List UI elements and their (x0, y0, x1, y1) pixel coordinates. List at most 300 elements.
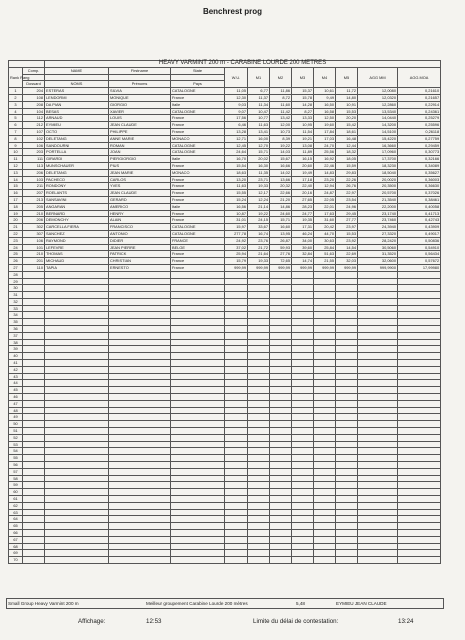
cell-rank: 19 (9, 210, 23, 217)
empty-cell (23, 516, 45, 523)
empty-cell (171, 278, 225, 285)
empty-cell (45, 475, 109, 482)
empty-cell (270, 319, 292, 326)
cell-m1: 11,34 (248, 101, 270, 108)
empty-cell (292, 523, 314, 530)
empty-cell (270, 292, 292, 299)
empty-cell (23, 468, 45, 475)
empty-cell (23, 421, 45, 428)
empty-row (9, 346, 441, 353)
empty-cell (225, 428, 248, 435)
empty-cell (23, 529, 45, 536)
empty-cell (23, 414, 45, 421)
cell-mm: 27,3320 (358, 230, 398, 237)
empty-cell (23, 326, 45, 333)
cell-rank: 1 (9, 88, 23, 95)
cell-wu: 277,78 (225, 230, 248, 237)
empty-cell (292, 509, 314, 516)
results-body (9, 88, 441, 564)
empty-cell (292, 502, 314, 509)
empty-cell (171, 285, 225, 292)
empty-row (9, 360, 441, 367)
empty-cell (358, 421, 398, 428)
cell-m4: 16,58 (314, 108, 336, 115)
empty-cell (270, 373, 292, 380)
empty-cell (314, 305, 336, 312)
table-row (9, 115, 441, 122)
cell-mm: 14,3200 (358, 122, 398, 129)
cell-rank: 9 (9, 142, 23, 149)
cell-state: Italie (171, 156, 225, 163)
empty-cell (314, 482, 336, 489)
empty-cell (248, 523, 270, 530)
empty-cell (358, 305, 398, 312)
empty-row (9, 502, 441, 509)
empty-cell (336, 346, 358, 353)
limite-label: Limite du délai de contestation: (253, 618, 339, 625)
empty-cell (358, 462, 398, 469)
cell-rank: 50 (9, 421, 23, 428)
cell-m5: 11,72 (336, 88, 358, 95)
empty-cell (248, 421, 270, 428)
cell-moa: 0,32166 (398, 156, 441, 163)
empty-cell (292, 489, 314, 496)
empty-cell (314, 366, 336, 373)
cell-rank: 49 (9, 414, 23, 421)
empty-cell (171, 475, 225, 482)
cell-mm: 30,5060 (358, 244, 398, 251)
cell-name: DELETANG (45, 135, 109, 142)
cell-state: France (171, 264, 225, 271)
cell-mm: 17,3700 (358, 156, 398, 163)
empty-cell (314, 271, 336, 278)
cell-wu: 15,79 (225, 258, 248, 265)
document-title: Benchrest prog (202, 7, 263, 16)
cell-rank: 57 (9, 468, 23, 475)
empty-cell (109, 434, 171, 441)
empty-cell (23, 407, 45, 414)
empty-cell (398, 312, 441, 319)
empty-cell (398, 428, 441, 435)
empty-cell (225, 387, 248, 394)
empty-cell (225, 326, 248, 333)
empty-cell (270, 360, 292, 367)
empty-cell (109, 428, 171, 435)
cell-m5: 10,91 (336, 101, 358, 108)
cell-first: CARLOS (109, 176, 171, 183)
m1-header: M1 (248, 67, 270, 87)
empty-cell (314, 407, 336, 414)
empty-row (9, 326, 441, 333)
cell-m2: 59,93 (270, 244, 292, 251)
empty-cell (292, 468, 314, 475)
cell-wu: 9,03 (225, 101, 248, 108)
empty-cell (270, 550, 292, 557)
cell-comp: 111 (23, 156, 45, 163)
table-row (9, 162, 441, 169)
empty-cell (398, 475, 441, 482)
empty-cell (398, 441, 441, 448)
empty-cell (292, 319, 314, 326)
cell-first: DIDIER (109, 237, 171, 244)
empty-row (9, 285, 441, 292)
cell-m2: 24,60 (270, 210, 292, 217)
empty-cell (358, 278, 398, 285)
cell-m2: 13,42 (270, 115, 292, 122)
empty-cell (314, 326, 336, 333)
cell-rank: 12 (9, 162, 23, 169)
cell-rank: 23 (9, 237, 23, 244)
empty-cell (248, 529, 270, 536)
empty-cell (270, 557, 292, 564)
empty-cell (248, 292, 270, 299)
empty-cell (225, 414, 248, 421)
empty-cell (23, 278, 45, 285)
empty-cell (23, 536, 45, 543)
cell-comp: 206 (23, 217, 45, 224)
cell-wu: 12,45 (225, 142, 248, 149)
cell-rank: 37 (9, 332, 23, 339)
empty-cell (45, 523, 109, 530)
cell-m4: 25,84 (314, 244, 336, 251)
empty-cell (45, 421, 109, 428)
cell-comp: 108 (23, 94, 45, 101)
cell-m2: 22,66 (270, 190, 292, 197)
cell-rank: 42 (9, 366, 23, 373)
cell-m2: 15,67 (270, 156, 292, 163)
cell-first: FRANCISCO (109, 224, 171, 231)
cell-m5: 32,03 (336, 258, 358, 265)
cell-rank: 14 (9, 176, 23, 183)
empty-cell (336, 400, 358, 407)
cell-m5: 14,54 (336, 244, 358, 251)
empty-cell (358, 557, 398, 564)
cell-m3: 15,37 (292, 88, 314, 95)
empty-cell (314, 550, 336, 557)
empty-row (9, 380, 441, 387)
cell-mm: 23,7460 (358, 217, 398, 224)
empty-cell (171, 319, 225, 326)
agg-moa-header: AGG.MOA (398, 67, 441, 87)
empty-cell (171, 407, 225, 414)
empty-cell (336, 360, 358, 367)
cell-comp: 107 (23, 128, 45, 135)
cell-m5: 15,53 (336, 230, 358, 237)
cell-name: LENDORMI (45, 94, 109, 101)
cell-m2: 11,60 (270, 101, 292, 108)
empty-cell (23, 332, 45, 339)
empty-cell (398, 339, 441, 346)
cell-rank: 55 (9, 455, 23, 462)
empty-cell (358, 448, 398, 455)
cell-m1: 13,41 (248, 128, 270, 135)
empty-row (9, 421, 441, 428)
cell-m2: 14,86 (270, 203, 292, 210)
empty-cell (225, 516, 248, 523)
cell-state: Italie (171, 101, 225, 108)
empty-cell (225, 475, 248, 482)
empty-cell (270, 346, 292, 353)
empty-row (9, 516, 441, 523)
empty-cell (45, 496, 109, 503)
cell-m5: 18,05 (336, 156, 358, 163)
cell-wu: 24,64 (225, 149, 248, 156)
cell-state: CATALOGNE (171, 224, 225, 231)
cell-comp: 207 (23, 190, 45, 197)
empty-cell (109, 400, 171, 407)
cell-m5: 18,32 (336, 149, 358, 156)
cell-state: France (171, 122, 225, 129)
empty-cell (23, 373, 45, 380)
empty-cell (336, 305, 358, 312)
empty-cell (270, 400, 292, 407)
empty-cell (292, 482, 314, 489)
empty-cell (225, 536, 248, 543)
empty-cell (358, 346, 398, 353)
empty-cell (270, 428, 292, 435)
cell-state: FRANCE (171, 237, 225, 244)
empty-cell (358, 380, 398, 387)
empty-cell (109, 353, 171, 360)
empty-cell (45, 366, 109, 373)
cell-first: XAVIER (109, 108, 171, 115)
empty-cell (171, 523, 225, 530)
cell-comp: 213 (23, 196, 45, 203)
cell-mm: 22,2000 (358, 203, 398, 210)
table-row (9, 190, 441, 197)
cell-rank: 25 (9, 251, 23, 258)
cell-m4: 17,63 (314, 210, 336, 217)
empty-cell (23, 502, 45, 509)
cell-comp: 210 (23, 210, 45, 217)
results-table (8, 60, 441, 564)
empty-cell (248, 509, 270, 516)
cell-first: JEAN CLAUDE (109, 122, 171, 129)
cell-rank: 24 (9, 244, 23, 251)
empty-cell (23, 523, 45, 530)
cell-m4: 14,83 (314, 169, 336, 176)
table-row (9, 149, 441, 156)
empty-cell (248, 496, 270, 503)
cell-first: JEAN MARIE (109, 169, 171, 176)
empty-cell (270, 271, 292, 278)
empty-cell (45, 353, 109, 360)
cell-m1: 21,72 (248, 244, 270, 251)
empty-row (9, 366, 441, 373)
empty-cell (292, 475, 314, 482)
cell-state: France (171, 115, 225, 122)
cell-name: CARCELLA FIERA (45, 224, 109, 231)
cell-m1: 24,15 (248, 217, 270, 224)
empty-cell (270, 339, 292, 346)
cell-rank: 20 (9, 217, 23, 224)
empty-cell (336, 536, 358, 543)
cell-rank: 4 (9, 108, 23, 115)
cell-m1: 16,30 (248, 162, 270, 169)
empty-cell (171, 305, 225, 312)
empty-cell (109, 550, 171, 557)
empty-cell (398, 326, 441, 333)
empty-cell (270, 285, 292, 292)
empty-cell (336, 326, 358, 333)
cell-name: OCTO (45, 128, 109, 135)
empty-cell (292, 428, 314, 435)
cell-rank: 62 (9, 502, 23, 509)
cell-state: France (171, 210, 225, 217)
cell-m2: 13,66 (270, 176, 292, 183)
cell-rank: 44 (9, 380, 23, 387)
empty-cell (336, 414, 358, 421)
empty-cell (248, 475, 270, 482)
empty-cell (45, 543, 109, 550)
empty-cell (270, 523, 292, 530)
empty-cell (270, 278, 292, 285)
wu-header: W.U. (225, 67, 248, 87)
cell-moa: 0,36630 (398, 183, 441, 190)
affichage-label: Affichage: (78, 618, 106, 625)
empty-cell (358, 543, 398, 550)
table-row (9, 258, 441, 265)
cell-mm: 16,3660 (358, 142, 398, 149)
empty-cell (225, 550, 248, 557)
cell-state: France (171, 94, 225, 101)
cell-moa: 0,26118 (398, 128, 441, 135)
cell-m2: 26,87 (270, 237, 292, 244)
empty-cell (336, 407, 358, 414)
empty-cell (45, 550, 109, 557)
empty-cell (398, 319, 441, 326)
cell-moa: 0,37026 (398, 190, 441, 197)
cell-name: ESTERAS (45, 88, 109, 95)
empty-cell (225, 278, 248, 285)
empty-cell (109, 373, 171, 380)
cell-m3: 28,23 (292, 203, 314, 210)
empty-row (9, 407, 441, 414)
cell-name: ARNAUD (45, 115, 109, 122)
empty-cell (45, 428, 109, 435)
empty-row (9, 278, 441, 285)
empty-cell (398, 434, 441, 441)
empty-cell (45, 536, 109, 543)
empty-cell (292, 380, 314, 387)
empty-cell (171, 414, 225, 421)
cell-comp: 103 (23, 176, 45, 183)
empty-cell (358, 394, 398, 401)
empty-cell (358, 319, 398, 326)
cell-name: MUNSCHAUER (45, 162, 109, 169)
empty-cell (23, 339, 45, 346)
empty-cell (109, 543, 171, 550)
table-row (9, 244, 441, 251)
empty-cell (225, 441, 248, 448)
empty-cell (336, 339, 358, 346)
empty-cell (23, 455, 45, 462)
cell-rank: 10 (9, 149, 23, 156)
cell-mm: 13,5340 (358, 108, 398, 115)
cell-m1: 12,70 (248, 142, 270, 149)
empty-cell (225, 305, 248, 312)
cell-moa: 0,36003 (398, 176, 441, 183)
cell-moa: 0,30773 (398, 149, 441, 156)
empty-cell (314, 543, 336, 550)
empty-cell (270, 482, 292, 489)
cell-mm: 999,9900 (358, 264, 398, 271)
cell-m3: 10,95 (292, 122, 314, 129)
cell-mm: 12,2860 (358, 101, 398, 108)
empty-cell (358, 529, 398, 536)
empty-cell (358, 373, 398, 380)
empty-cell (358, 414, 398, 421)
cell-rank: 36 (9, 326, 23, 333)
cell-name: DA PIAN (45, 101, 109, 108)
empty-cell (45, 489, 109, 496)
empty-cell (398, 557, 441, 564)
cell-m1: 12,17 (248, 190, 270, 197)
empty-cell (109, 523, 171, 530)
empty-cell (171, 509, 225, 516)
cell-m2: 8,39 (270, 135, 292, 142)
empty-cell (398, 543, 441, 550)
empty-cell (248, 319, 270, 326)
empty-cell (292, 278, 314, 285)
cell-m4: 44,70 (314, 230, 336, 237)
empty-cell (270, 455, 292, 462)
empty-cell (358, 298, 398, 305)
cell-m1: 11,63 (248, 122, 270, 129)
empty-cell (314, 489, 336, 496)
empty-cell (336, 421, 358, 428)
cell-rank: 11 (9, 156, 23, 163)
cell-rank: 45 (9, 387, 23, 394)
empty-cell (270, 536, 292, 543)
empty-row (9, 550, 441, 557)
empty-cell (23, 305, 45, 312)
empty-cell (336, 278, 358, 285)
empty-cell (336, 509, 358, 516)
empty-cell (358, 434, 398, 441)
empty-cell (270, 353, 292, 360)
table-row (9, 230, 441, 237)
cell-first: ANNE MARIE (109, 135, 171, 142)
empty-cell (398, 394, 441, 401)
cell-m3: 32,84 (292, 251, 314, 258)
empty-cell (171, 353, 225, 360)
empty-cell (358, 387, 398, 394)
empty-cell (171, 529, 225, 536)
cell-state: France (171, 251, 225, 258)
cell-m1: 16,74 (248, 230, 270, 237)
cell-m5: 12,44 (336, 142, 358, 149)
empty-cell (398, 285, 441, 292)
cell-moa: 0,43909 (398, 224, 441, 231)
cell-comp: 204 (23, 88, 45, 95)
empty-cell (109, 496, 171, 503)
empty-cell (225, 523, 248, 530)
empty-cell (248, 482, 270, 489)
cell-rank: 40 (9, 353, 23, 360)
empty-cell (270, 509, 292, 516)
cell-name: PACHECO (45, 176, 109, 183)
empty-cell (23, 312, 45, 319)
cell-m1: 21,14 (248, 203, 270, 210)
empty-cell (358, 285, 398, 292)
empty-cell (398, 523, 441, 530)
empty-cell (398, 353, 441, 360)
empty-cell (336, 366, 358, 373)
empty-cell (109, 407, 171, 414)
empty-row (9, 462, 441, 469)
empty-cell (314, 292, 336, 299)
